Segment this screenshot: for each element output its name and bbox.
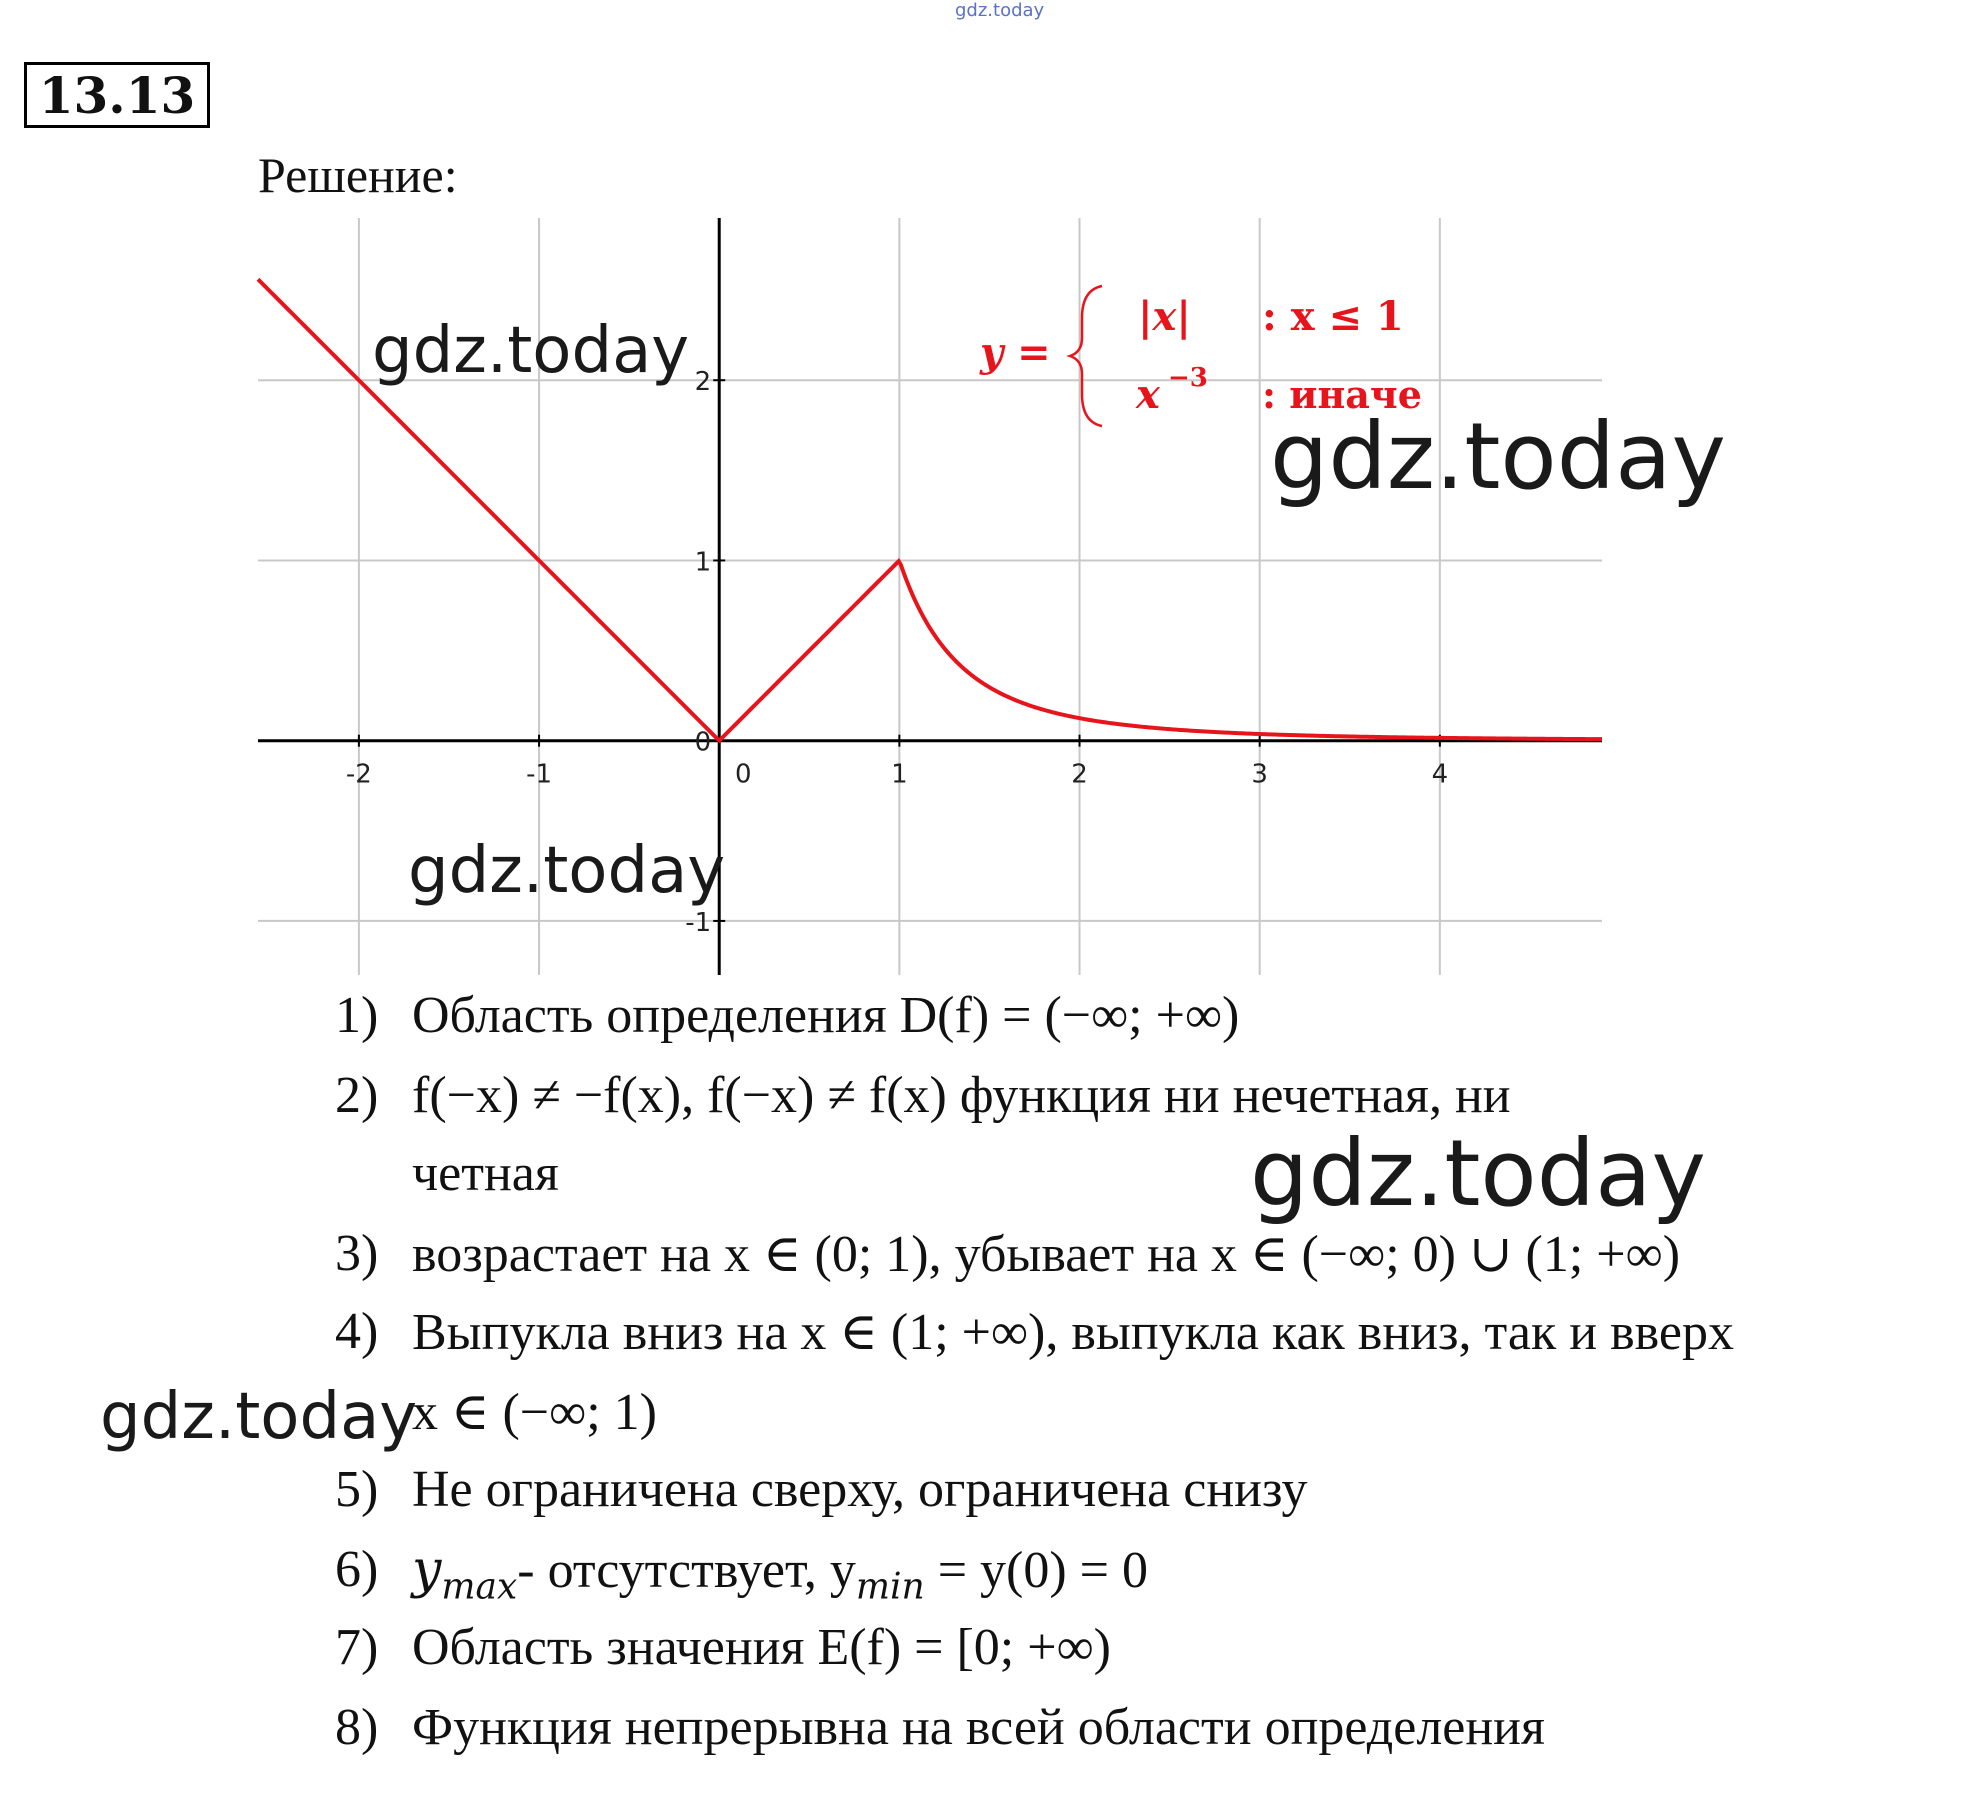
item-text: Функция непрерывна на всей области определения <box>412 1699 1545 1756</box>
problem-number: 13.13 <box>24 62 210 128</box>
item-number: 2) <box>335 1067 379 1124</box>
legend-case1-cond: : x ≤ 1 <box>1262 293 1404 340</box>
item-text-continued: x ∈ (−∞; 1) <box>412 1384 657 1441</box>
legend-brace <box>1070 286 1102 426</box>
item-text-continued: четная <box>412 1145 559 1202</box>
item-number: 7) <box>335 1619 379 1676</box>
x-tick-label: -1 <box>526 759 553 790</box>
item-number: 8) <box>335 1699 379 1756</box>
item-number: 4) <box>335 1303 379 1360</box>
watermark-4: gdz.today <box>1250 1120 1706 1227</box>
item-text: Область значения E(f) = [0; +∞) <box>412 1619 1111 1676</box>
watermark-5: gdz.today <box>100 1380 418 1454</box>
y-tick-label: 2 <box>694 367 712 398</box>
item-number: 5) <box>335 1461 379 1518</box>
x-tick-label: 4 <box>1431 759 1449 790</box>
x-tick-label: -2 <box>345 759 372 790</box>
item-text: Область определения D(f) = (−∞; +∞) <box>412 987 1240 1044</box>
y-symbol: y <box>412 1540 442 1600</box>
subscript-min: min <box>855 1566 925 1608</box>
watermark-2: gdz.today <box>1270 403 1726 510</box>
x-tick-label: 2 <box>1071 759 1088 790</box>
x-tick-label: 3 <box>1251 759 1268 790</box>
solution-label: Решение: <box>258 147 458 203</box>
watermark-3: gdz.today <box>408 834 726 908</box>
legend-case2-expr: x <box>1136 371 1160 418</box>
item-number: 3) <box>335 1225 379 1282</box>
subscript-max: max <box>441 1566 518 1608</box>
watermark-1: gdz.today <box>372 314 690 388</box>
legend-case1-expr: |x| <box>1138 293 1191 340</box>
top-watermark: gdz.today <box>955 0 1045 21</box>
y-tick-label: -1 <box>685 907 712 938</box>
legend-case2-cond: : иначе <box>1262 372 1422 417</box>
x-tick-label: 1 <box>891 759 908 790</box>
item-text: возрастает на x ∈ (0; 1), убывает на x ∈ (−∞; 0) ∪ (1; +∞) <box>412 1226 1681 1283</box>
item-number: 1) <box>335 987 379 1044</box>
y-tick-label: 1 <box>694 547 712 578</box>
item-text: Не ограничена сверху, ограничена снизу <box>412 1461 1308 1518</box>
item-text-part: = y(0) = 0 <box>924 1542 1148 1599</box>
item-text <box>412 1540 1148 1607</box>
legend-case2-exp: −3 <box>1168 363 1208 393</box>
x-tick-label: 0 <box>734 759 752 790</box>
item-text-part: - отсутствует, y <box>517 1542 856 1599</box>
item-text: f(−x) ≠ −f(x), f(−x) ≠ f(x) функция ни нечетная, ни <box>412 1067 1511 1124</box>
item-number: 6) <box>335 1541 379 1598</box>
legend-y-label: y = <box>980 329 1051 376</box>
y-tick-label: 0 <box>694 727 712 758</box>
item-text: Выпукла вниз на x ∈ (1; +∞), выпукла как вниз, так и вверх <box>412 1304 1734 1361</box>
